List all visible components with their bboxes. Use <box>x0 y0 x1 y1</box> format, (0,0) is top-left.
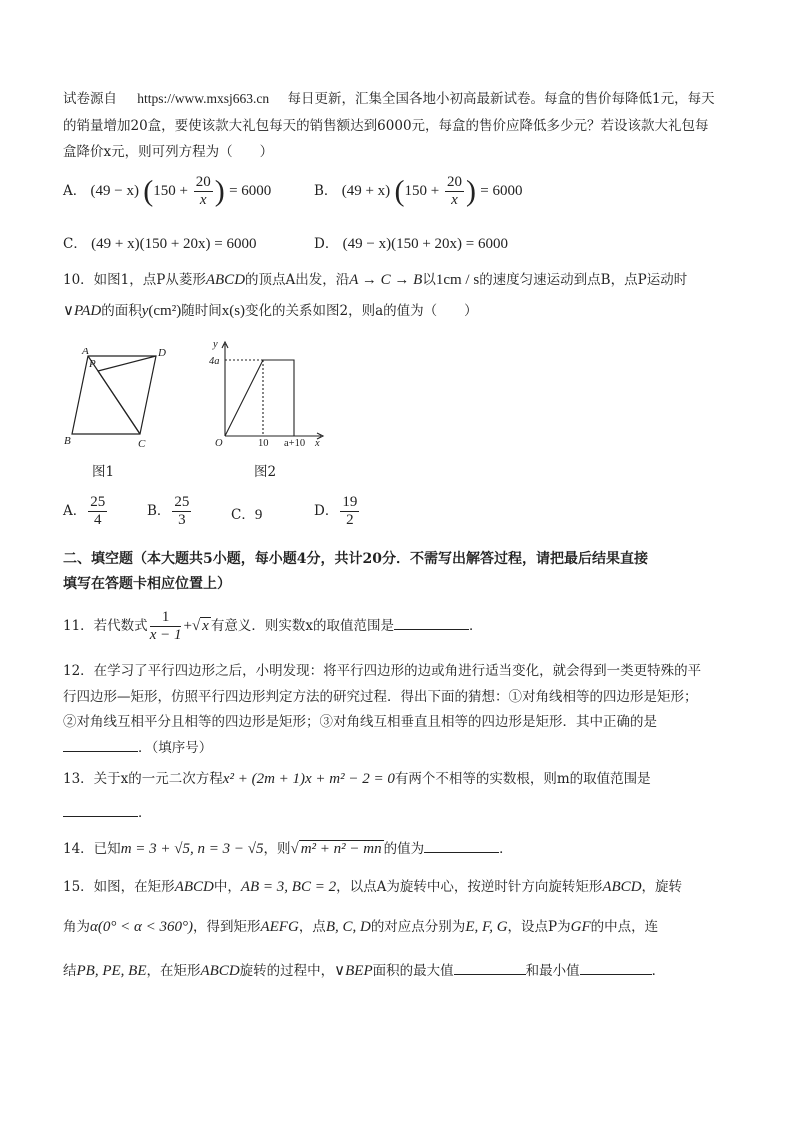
option-d-expr: (49 − x)(150 + 20x) = 6000 <box>342 236 508 252</box>
option-b-eq: = 6000 <box>480 183 523 199</box>
q9-text-1: 每日更新，汇集全国各地小初高最新试卷。每盒的售价每降低1元，每天 <box>287 91 715 107</box>
rhombus-name: ABCD <box>205 272 246 288</box>
q14-radicand: m² + n² − mn <box>300 841 382 857</box>
motion-path: A → C → B <box>349 272 423 288</box>
tick-a-plus-10: a+10 <box>284 438 306 449</box>
point-b-label: B <box>64 435 71 447</box>
tick-10: 10 <box>258 438 269 449</box>
q11-radicand: x <box>202 618 209 634</box>
origin-label: O <box>215 438 223 449</box>
q11: 11．若代数式 $\frac{1}{x - 1}$ +√ x 有意义．则实数x的取值范围是 ． <box>63 609 483 643</box>
q9-line-3: 盒降价x元，则可列方程为（ ） <box>63 144 274 160</box>
time-var: x(s) <box>221 303 246 319</box>
section-2-heading-1: 二、填空题（本大题共5小题，每小题4分，共计20分．不需写出解答过程，请把最后结果直接 <box>63 551 648 567</box>
option-b-label: B． <box>314 183 338 199</box>
point-a-label: A <box>82 348 89 357</box>
q15-given: AB = 3, BC = 2 <box>240 879 337 895</box>
option-a-term: 150 + <box>153 183 192 199</box>
point-p-label: P <box>89 358 96 370</box>
q15-max-blank[interactable] <box>454 960 526 975</box>
x-axis-label: x <box>315 438 320 449</box>
option-a-label: A． <box>63 183 87 199</box>
source-label: 试卷源自 <box>63 91 117 107</box>
q9-line-1 <box>63 90 715 108</box>
q9-line-2: 的销量增加20盒，要使该款大礼包每天的销售额达到6000元，每盒的售价应降低多少元？若设该款大礼包每 <box>63 118 709 134</box>
option-a-fraction: $\frac{20}{x}$ <box>195 174 211 208</box>
y-axis-label: y <box>213 339 218 350</box>
q10-option-a[interactable]: A． $\frac{25}{4}$ <box>63 494 106 528</box>
area-unit: cm² <box>153 303 177 319</box>
q15-line-2: 角为α(0° < α < 360°)，得到矩形AEFG，点B, C, D的对应点分别为E, F, G，设点P为GF的中点，连 <box>63 919 659 935</box>
tick-4a: 4a <box>209 356 220 367</box>
section-2-heading-2: 填写在答题卡相应位置上） <box>63 576 231 592</box>
q13: 13．关于x的一元二次方程x² + (2m + 1)x + m² − 2 = 0有两个不相等的实数根，则m的取值范围是 <box>63 771 651 787</box>
figure-1-rhombus <box>60 348 180 453</box>
q12-line-3: ②对角线互相平分且相等的四边形是矩形；③对角线互相垂直且相等的四边形是矩形．其中正确的是 <box>63 714 657 730</box>
option-a-eq: = 6000 <box>229 183 272 199</box>
option-b-term: 150 + <box>404 183 443 199</box>
q12-line-2: 行四边形—矩形，仿照平行四边形判定方法的研究过程．得出下面的猜想：①对角线相等的四边形是矩形； <box>63 689 698 705</box>
paren-close: ) <box>465 174 476 208</box>
q9-option-d[interactable] <box>314 235 508 253</box>
q9-option-a[interactable] <box>63 174 271 209</box>
area-curve <box>225 360 294 436</box>
segment-pd <box>98 356 156 371</box>
paren-open: ( <box>143 174 154 208</box>
option-a-factor: (49 − x) <box>90 183 139 199</box>
figure-2-caption: 图2 <box>254 464 277 480</box>
q13-equation: x² + (2m + 1)x + m² − 2 = 0 <box>222 771 395 787</box>
option-d-label: D． <box>314 236 339 252</box>
q10-line-2: ∨PAD的面积y(cm²)随时间x(s)变化的关系如图2，则a的值为（ ） <box>63 303 478 319</box>
paren-open: ( <box>394 174 405 208</box>
q12-answer-blank[interactable] <box>63 737 138 752</box>
q15-min-blank[interactable] <box>580 960 652 975</box>
rotation-angle: α(0° < α < 360°) <box>90 919 193 935</box>
option-c-label: C． <box>63 236 87 252</box>
q12-line-1: 12．在学习了平行四边形之后，小明发现：将平行四边形的边或角进行适当变化，就会得到一类更特殊的平 <box>63 663 702 679</box>
q11-answer-blank[interactable] <box>394 615 469 630</box>
point-d-label: D <box>158 348 166 359</box>
q10-option-d[interactable]: D． $\frac{19}{2}$ <box>314 494 358 528</box>
q14: 14．已知m = 3 + √5, n = 3 − √5，则√ m² + n² − mn 的值为 ． <box>63 838 513 858</box>
option-d-fraction: $\frac{19}{2}$ <box>342 494 358 528</box>
q10-option-b[interactable]: B． $\frac{25}{3}$ <box>147 494 190 528</box>
q15-line-1: 15．如图，在矩形ABCD中，AB = 3, BC = 2，以点A为旋转中心，按逆时针方向旋转矩形ABCD，旋转 <box>63 879 683 895</box>
q11-fraction: $\frac{1}{x - 1}$ <box>149 609 182 643</box>
q10-option-c[interactable]: C．9 <box>231 507 263 523</box>
figure-2-graph <box>205 338 335 450</box>
option-a-fraction: $\frac{25}{4}$ <box>90 494 106 528</box>
triangle-pad: ∨PAD <box>63 303 102 319</box>
q13-answer-line: ． <box>63 802 152 822</box>
figure-1-caption: 图1 <box>92 464 115 480</box>
q9-option-c[interactable] <box>63 235 257 253</box>
source-url[interactable]: https://www.mxsj663.cn <box>137 91 270 106</box>
q14-answer-blank[interactable] <box>424 838 499 853</box>
option-b-fraction: $\frac{20}{x}$ <box>446 174 462 208</box>
q15-line-3: 结PB, PE, BE，在矩形ABCD旋转的过程中，∨BEP面积的最大值 和最小值 ． <box>63 960 665 980</box>
option-c-expr: (49 + x)(150 + 20x) = 6000 <box>91 236 257 252</box>
q9-option-b[interactable] <box>314 174 522 209</box>
q10-line-1: 10．如图1，点P从菱形ABCD的顶点A出发，沿A → C → B以1cm / s的速度匀速运动到点B，点P运动时 <box>63 272 688 288</box>
triangle-bep: ∨BEP <box>334 963 373 979</box>
q14-given: m = 3 + √5, n = 3 − √5 <box>120 841 264 857</box>
q13-answer-blank[interactable] <box>63 802 138 817</box>
paren-close: ) <box>214 174 225 208</box>
speed: 1cm / s <box>435 272 480 288</box>
q12-line-4: ．（填序号） <box>63 737 212 757</box>
option-b-factor: (49 + x) <box>341 183 391 199</box>
option-b-fraction: $\frac{25}{3}$ <box>174 494 190 528</box>
segment-pc <box>98 371 140 434</box>
point-c-label: C <box>138 438 146 450</box>
